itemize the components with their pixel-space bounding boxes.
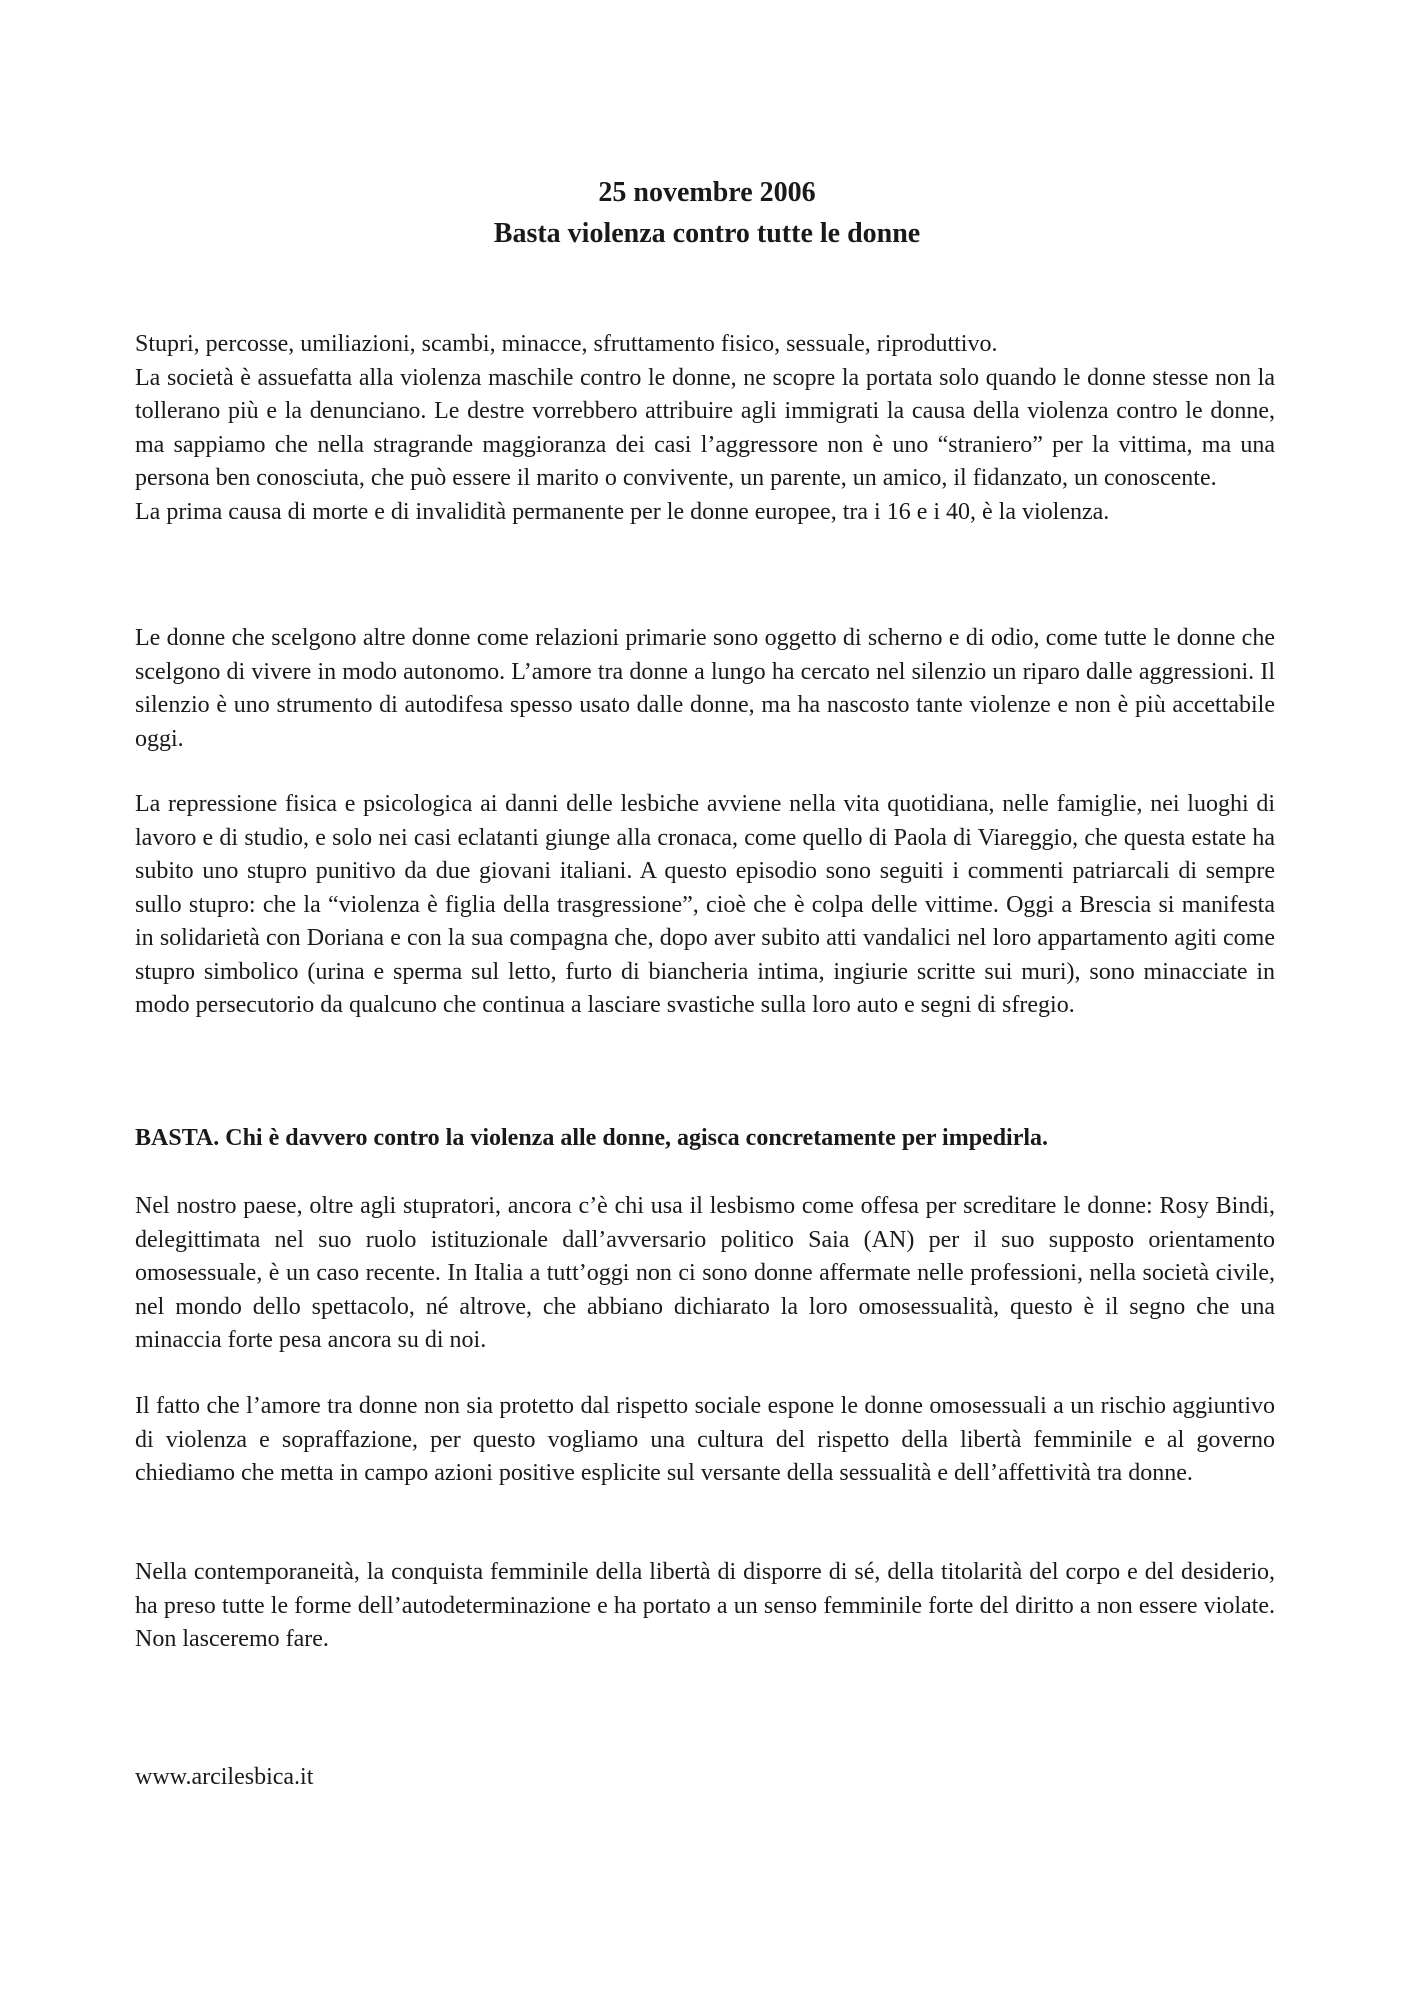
paragraph-3: [135, 788, 1275, 1023]
paragraph-7: [135, 1556, 1275, 1657]
paragraph-1: [135, 328, 1275, 529]
paragraph-2: [135, 622, 1275, 756]
paragraph-7-text: Nella contemporaneità, la conquista femminile della libertà di disporre di sé, della titolarità del corpo e del desiderio, ha preso tutte le forme dell’autodeterminazione e ha portato a un senso femminile forte del diritto a non essere violate. Non lasceremo fare.: [135, 1559, 1275, 1652]
paragraph-1-end: La prima causa di morte e di invalidità permanente per le donne europee, tra i 16 e i 40, è la violenza.: [135, 498, 1110, 525]
paragraph-2-text: Le donne che scelgono altre donne come relazioni primarie sono oggetto di scherno e di odio, come tutte le donne che scelgono di vivere in modo autonomo. L’amore tra donne a lungo ha cercato nel silenzio un riparo dalle aggressioni. Il silenzio è uno strumento di autodifesa spesso usato dalle donne, ma ha nascosto tante violenze e non è più accettabile oggi.: [135, 625, 1275, 752]
title-headline: Basta violenza contro tutte le donne: [493, 218, 921, 249]
paragraph-3-text: La repressione fisica e psicologica ai danni delle lesbiche avviene nella vita quotidiana, nelle famiglie, nei luoghi di lavoro e di studio, e solo nei casi eclatanti giunge alla cronaca, come quello di Paola di Viareggio, che questa estate ha subito uno stupro punitivo da due giovani italiani. A questo episodio sono seguiti i commenti patriarcali di sempre sullo stupro: che la “violenza è figlia della trasgressione”, cioè che è colpa delle vittime. Oggi a Brescia si manifesta in solidarietà con Doriana e con la sua compagna che, dopo aver subito atti vandalici nel loro appartamento agiti come stupro simbolico (urina e sperma sul letto, furto di biancheria intima, ingiurie scritte sui muri), sono minacciate in modo persecutorio da qualcuno che continua a lasciare svastiche sulla loro auto e segni di sfregio.: [135, 791, 1275, 1018]
paragraph-1-body: La società è assuefatta alla violenza maschile contro le donne, ne scopre la portata solo quando le donne stesse non la tollerano più e la denunciano. Le destre vorrebbero attribuire agli immigrati la causa della violenza contro le donne, ma sappiamo che nella stragrande maggioranza dei casi l’aggressore non è uno “straniero” per la vittima, ma una persona ben conosciuta, che può essere il marito o convivente, un parente, un amico, il fidanzato, un conoscente.: [135, 364, 1275, 491]
paragraph-5: [135, 1190, 1275, 1358]
title-date: 25 novembre 2006: [598, 177, 816, 208]
paragraph-1-line-1: Stupri, percosse, umiliazioni, scambi, minacce, sfruttamento fisico, sessuale, riproduttivo.: [135, 331, 998, 357]
paragraph-4-text: BASTA. Chi è davvero contro la violenza alle donne, agisca concretamente per impedirla.: [135, 1125, 1049, 1151]
document-title: [0, 172, 1414, 254]
footer-url: www.arcilesbica.it: [135, 1764, 314, 1790]
paragraph-5-text: Nel nostro paese, oltre agli stupratori, ancora c’è chi usa il lesbismo come offesa per screditare le donne: Rosy Bindi, delegittimata nel suo ruolo istituzionale dall’avversario politico Saia (AN) per il suo supposto orientamento omosessuale, è un caso recente. In Italia a tutt’oggi non ci sono donne affermate nelle professioni, nella società civile, nel mondo dello spettacolo, né altrove, che abbiano dichiarato la loro omosessualità, questo è il segno che una minaccia forte pesa ancora su di noi.: [135, 1193, 1275, 1353]
paragraph-4: [135, 1122, 1275, 1156]
paragraph-6: [135, 1390, 1275, 1491]
paragraph-6-text: Il fatto che l’amore tra donne non sia protetto dal rispetto sociale espone le donne omosessuali a un rischio aggiuntivo di violenza e sopraffazione, per questo vogliamo una cultura del rispetto della libertà femminile e al governo chiediamo che metta in campo azioni positive esplicite sul versante della sessualità e dell’affettività tra donne.: [135, 1393, 1275, 1486]
